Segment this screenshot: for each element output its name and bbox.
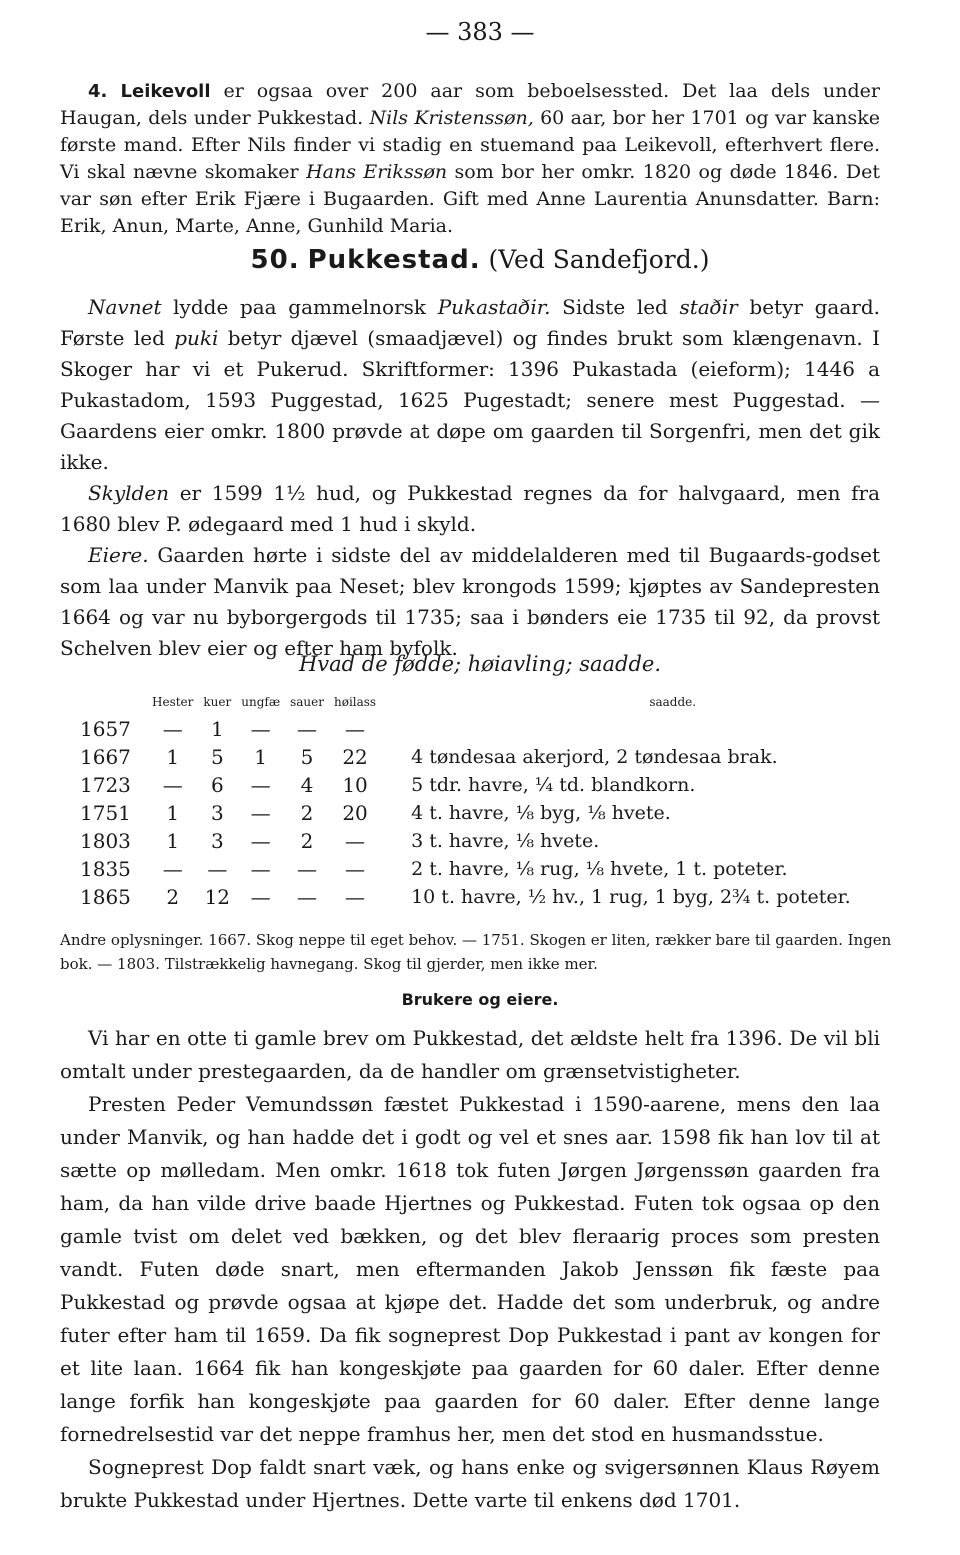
count-cell: 2 [166, 885, 180, 909]
table-row [80, 883, 896, 911]
sowing-cell: 10 t. havre, ½ hv., 1 rug, 1 byg, 2¾ t. poteter. [411, 886, 851, 908]
count-cell: — [250, 717, 271, 741]
leikevoll-lead: 4. Leikevoll [88, 81, 211, 102]
count-cell: 6 [210, 773, 224, 797]
count-cell: — [250, 885, 271, 909]
brukere-paragraph: Vi har en otte ti gamle brev om Pukkestad, det ældste helt fra 1396. De vil bli omtalt under prestegaarden, da de handler om grænsetvistigheter. [60, 1026, 880, 1083]
sowing-cell: 4 tøndesaa akerjord, 2 tøndesaa brak. [411, 746, 778, 768]
year-cell: 1751 [80, 801, 131, 825]
person-name: Hans Erikssøn [306, 161, 448, 183]
body-text: er 1599 1½ hud, og Pukkestad regnes da for halvgaard, men fra 1680 blev P. ødegaard med 1 hud i skyld. [60, 481, 880, 536]
intro-text: som bor her omkr. 1820 og døde 1846. Det var søn efter Erik Fjære i Bugaarden. Gift med Anne Laurentia Anunsdatter. Barn: Erik, Anun, Marte, Anne, Gunhild Maria. [60, 161, 880, 237]
section-label: Navnet [88, 295, 162, 319]
year-cell: 1657 [80, 717, 131, 741]
old-name: Pukastaðir. [437, 295, 551, 319]
brukere-section [60, 1022, 880, 1517]
navnet-paragraph [60, 292, 880, 478]
count-cell: — [297, 885, 318, 909]
count-cell: 1 [166, 745, 180, 769]
count-cell: 4 [300, 773, 314, 797]
body-text: Gaarden hørte i sidste del av middelalderen med til Bugaards-godset som laa under Manvik paa Neset; blev krongods 1599; kjøptes av Sandepresten 1664 og var nu byborgergods til 1735; saa i bønders eie 1735 til 92, da provst Schelven blev eier og efter ham byfolk. [60, 543, 880, 660]
count-cell: — [345, 857, 366, 881]
count-cell: 22 [342, 745, 368, 769]
production-heading: Hvad de fødde; høiavling; saadde. [298, 652, 662, 676]
section-label: Eiere. [88, 543, 149, 567]
table-header-row [80, 695, 896, 715]
count-cell: 5 [300, 745, 314, 769]
year-cell: 1865 [80, 885, 131, 909]
brukere-paragraph: Sogneprest Dop faldt snart væk, og hans enke og svigersønnen Klaus Røyem brukte Pukkestad under Hjertnes. Dette varte til enkens død 1701. [60, 1455, 880, 1512]
body-text: betyr djævel (smaadjævel) og findes brukt som klængenavn. I Skoger har vi et Pukerud. Skriftformer: 1396 Pukastada (eieform); 1446 a Pukastadom, 1593 Puggestad, 1625 Pugestadt; senere mest Puggestad. — Gaardens eier omkr. 1800 prøvde at døpe om gaarden til Sorgenfri, men det gik ikke. [60, 326, 880, 474]
andre-oplysninger: Andre oplysninger. 1667. Skog neppe til eget behov. — 1751. Skogen er liten, rækker bare til gaarden. Ingen bok. — 1803. Tilstrækkelig havnegang. Skog til gjerder, men ikke mer. [60, 931, 892, 973]
count-cell: — [250, 857, 271, 881]
count-cell: — [345, 885, 366, 909]
skylden-paragraph [60, 478, 880, 540]
count-cell: 3 [210, 829, 224, 853]
count-cell: 12 [204, 885, 231, 909]
count-cell: — [162, 857, 183, 881]
count-cell: 3 [210, 801, 224, 825]
count-cell: — [297, 717, 318, 741]
sowing-cell: 2 t. havre, ⅛ rug, ⅛ hvete, 1 t. poteter. [411, 858, 788, 880]
column-header: kuer [203, 695, 232, 709]
count-cell: 10 [342, 773, 368, 797]
body-text: lydde paa gammelnorsk [161, 295, 438, 319]
table-row [80, 799, 896, 827]
count-cell: — [345, 829, 366, 853]
year-cell: 1667 [80, 745, 131, 769]
section-label: Skylden [88, 481, 170, 505]
year-cell: 1835 [80, 857, 131, 881]
brukere-heading: Brukere og eiere. [401, 990, 559, 1009]
count-cell: — [250, 829, 271, 853]
count-cell: 1 [166, 801, 180, 825]
production-table [80, 695, 896, 911]
table-row [80, 743, 896, 771]
table-row [80, 827, 896, 855]
count-cell: — [250, 801, 271, 825]
count-cell: 1 [166, 829, 180, 853]
count-cell: — [162, 773, 183, 797]
body-text: betyr gaard. Første led [60, 295, 880, 350]
leikevoll-paragraph [60, 78, 880, 240]
year-cell: 1803 [80, 829, 131, 853]
table-row [80, 715, 896, 743]
count-cell: 1 [210, 717, 224, 741]
farm-name: Pukkestad. [307, 245, 481, 275]
farm-number: 50. [250, 245, 300, 275]
count-cell: 1 [254, 745, 268, 769]
count-cell: — [297, 857, 318, 881]
farm-title [0, 245, 960, 275]
count-cell: 20 [342, 801, 368, 825]
count-cell: — [207, 857, 228, 881]
body-text: Sidste led [550, 295, 680, 319]
column-header: høilass [333, 695, 377, 709]
column-header: saadde. [649, 695, 697, 709]
count-cell: 5 [210, 745, 224, 769]
term: staðir [679, 295, 738, 319]
intro-text: er ogsaa over 200 aar som beboelsessted. Det laa dels under Haugan, dels under Pukkestad. [60, 80, 880, 129]
sowing-cell: 5 tdr. havre, ¼ td. blandkorn. [411, 774, 696, 796]
eiere-paragraph [60, 540, 880, 664]
count-cell: — [345, 717, 366, 741]
page-number: — 383 — [425, 18, 535, 46]
table-row [80, 855, 896, 883]
column-header: Hester [152, 695, 194, 709]
brukere-paragraph: Presten Peder Vemundssøn fæstet Pukkestad i 1590-aarene, mens den laa under Manvik, og han hadde det i godt og vel et snes aar. 1598 fik han lov til at sætte op mølledam. Men omkr. 1618 tok futen Jørgen Jørgenssøn gaarden fra ham, da han vilde drive baade Hjertnes og Pukkestad. Futen tok ogsaa op den gamle tvist om delet ved bækken, og det blev fleraarig proces som presten vandt. Futen døde snart, men eftermanden Jakob Jenssøn fik fæste paa Pukkestad og prøvde ogsaa at kjøpe det. Hadde det som underbruk, og andre futer efter ham til 1659. Da fik sogneprest Dop Pukkestad i pant av kongen for et lite laan. 1664 fik han kongeskjøte paa gaarden for 60 daler. Efter denne lange forfik han kongeskjøte paa gaarden for 60 daler. Efter denne lange fornedrelsestid var det neppe framhus her, men det stod en husmandsstue. [60, 1092, 880, 1446]
term: puki [174, 326, 219, 350]
table-row [80, 771, 896, 799]
intro-text: 60 aar, bor her 1701 og var kanske første mand. Efter Nils finder vi stadig en stuemand paa Leikevoll, efterhvert flere. Vi skal nævne skomaker [60, 107, 880, 183]
count-cell: — [250, 773, 271, 797]
count-cell: 2 [300, 829, 314, 853]
sowing-cell: 4 t. havre, ⅛ byg, ⅛ hvete. [411, 802, 671, 824]
sowing-cell: 3 t. havre, ⅛ hvete. [411, 830, 600, 852]
count-cell: 2 [300, 801, 314, 825]
column-header: ungfæ [241, 695, 281, 709]
person-name: Nils Kristenssøn, [369, 107, 534, 129]
year-cell: 1723 [80, 773, 131, 797]
count-cell: — [162, 717, 183, 741]
farm-location: (Ved Sandefjord.) [488, 245, 710, 274]
sowing-cell [381, 715, 896, 743]
column-header: sauer [290, 695, 324, 709]
farm-description [60, 292, 880, 664]
